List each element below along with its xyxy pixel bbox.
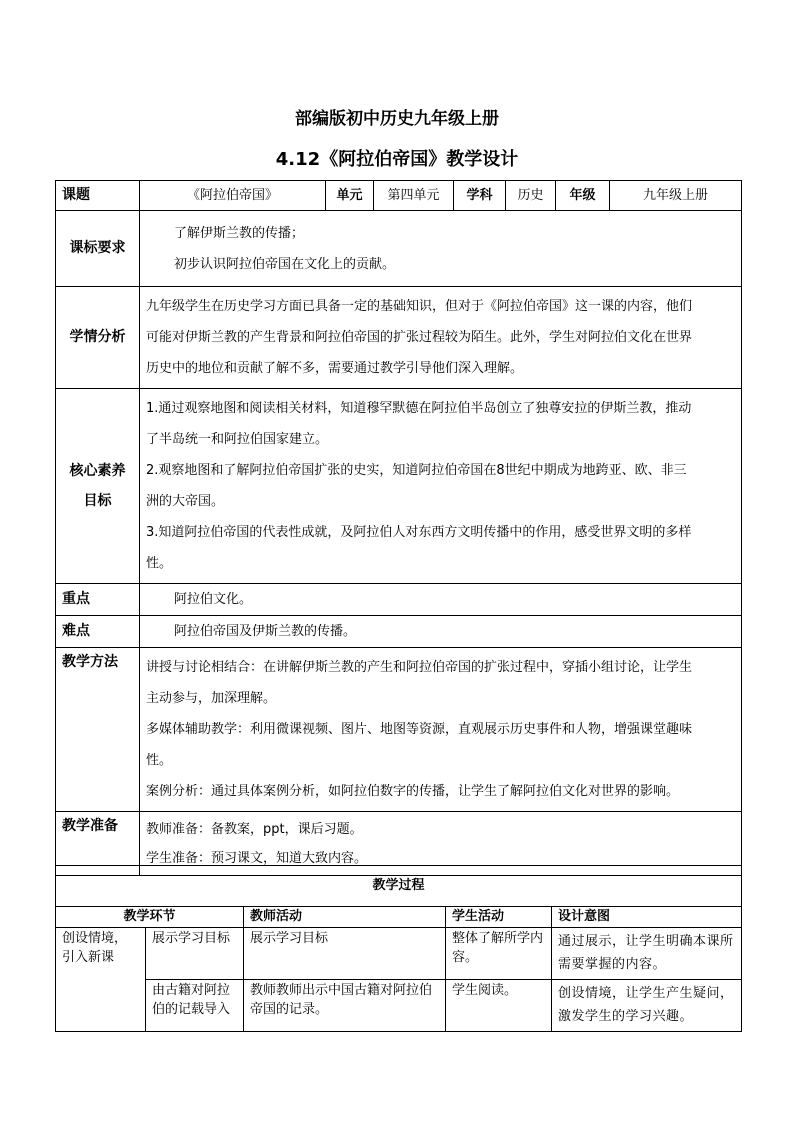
teacher-cell: 展示学习目标	[244, 928, 446, 980]
method-line: 讲授与讨论相结合：在讲解伊斯兰教的产生和阿拉伯帝国的扩张过程中，穿插小组讨论，让学生	[146, 660, 693, 675]
standard-label: 课标要求	[56, 211, 140, 287]
standard-line: 初步认识阿拉伯帝国在文化上的贡献。	[174, 256, 396, 272]
goals-line: 洲的大帝国。	[146, 494, 225, 509]
grade-value: 九年级上册	[610, 181, 742, 211]
analysis-row	[56, 287, 742, 389]
prep-line: 教师准备：备教案，ppt，课后习题。	[146, 821, 363, 837]
doc-subtitle: 4.12《阿拉伯帝国》教学设计	[275, 149, 519, 170]
teacher-cell: 教师教师出示中国古籍对阿拉伯帝国的记录。	[244, 979, 446, 1031]
intent-cell: 通过展示，让学生明确本课所需要掌握的内容。	[552, 928, 742, 980]
method-row	[56, 648, 742, 812]
lesson-info-table	[55, 180, 742, 876]
analysis-line: 九年级学生在历史学习方面已具备一定的基础知识，但对于《阿拉伯帝国》这一课的内容，他们	[146, 299, 693, 314]
goals-row	[56, 389, 742, 584]
unit-label: 单元	[326, 181, 374, 211]
process-header-student: 学生活动	[446, 907, 552, 928]
process-header-stage: 教学环节	[56, 907, 244, 928]
goals-label-line: 目标	[83, 493, 112, 509]
stage-cell: 创设情境，引入新课	[56, 928, 146, 1032]
method-line: 主动参与，加深理解。	[146, 691, 277, 706]
goals-line: 3.知道阿拉伯帝国的代表性成就，及阿拉伯人对东西方文明传播中的作用，感受世界文明的多样	[146, 525, 692, 540]
key-point-row	[56, 584, 742, 616]
goals-content	[140, 389, 742, 584]
key-point-label: 重点	[56, 584, 140, 616]
topic-value: 《阿拉伯帝国》	[140, 181, 326, 211]
process-header-teacher: 教师活动	[244, 907, 446, 928]
intent-cell: 创设情境，让学生产生疑问，激发学生的学习兴趣。	[552, 979, 742, 1031]
process-header-row	[56, 907, 742, 928]
method-line: 多媒体辅助教学：利用微课视频、图片、地图等资源，直观展示历史事件和人物，增强课堂趣味	[146, 722, 693, 737]
table-row	[56, 928, 742, 980]
teaching-process-table	[55, 865, 742, 1032]
prep-label: 教学准备	[56, 812, 140, 876]
method-content	[140, 648, 742, 812]
student-cell: 整体了解所学内容。	[446, 928, 552, 980]
method-line: 性。	[146, 753, 173, 768]
key-point-line: 阿拉伯文化。	[174, 591, 253, 607]
key-point-content	[140, 584, 742, 616]
standard-row	[56, 211, 742, 287]
goals-line: 了半岛统一和阿拉伯国家建立。	[146, 432, 329, 447]
table-row	[56, 979, 742, 1031]
process-title-row	[56, 866, 742, 907]
unit-value: 第四单元	[374, 181, 454, 211]
difficulty-content	[140, 616, 742, 648]
analysis-label: 学情分析	[56, 287, 140, 389]
goals-line: 性。	[146, 556, 173, 571]
difficulty-line: 阿拉伯帝国及伊斯兰教的传播。	[174, 623, 357, 639]
topic-label: 课题	[56, 181, 140, 211]
student-cell: 学生阅读。	[446, 979, 552, 1031]
grade-label: 年级	[556, 181, 610, 211]
analysis-line: 可能对伊斯兰教的产生背景和阿拉伯帝国的扩张过程较为陌生。此外，学生对阿拉伯文化在世界	[146, 330, 693, 345]
goals-label-line: 核心素养	[69, 463, 126, 479]
step-cell: 由古籍对阿拉伯的记载导入	[146, 979, 244, 1031]
goals-line: 2.观察地图和了解阿拉伯帝国扩张的史实，知道阿拉伯帝国在8世纪中期成为地跨亚、欧、非三	[146, 463, 687, 478]
difficulty-label: 难点	[56, 616, 140, 648]
step-cell: 展示学习目标	[146, 928, 244, 980]
method-label: 教学方法	[56, 648, 140, 812]
difficulty-row	[56, 616, 742, 648]
goals-line: 1.通过观察地图和阅读相关材料，知道穆罕默德在阿拉伯半岛创立了独尊安拉的伊斯兰教，推动	[146, 401, 692, 416]
subject-label: 学科	[454, 181, 506, 211]
standard-line: 了解伊斯兰教的传播；	[174, 225, 305, 241]
standard-content	[140, 211, 742, 287]
doc-title: 部编版初中历史九年级上册	[295, 109, 499, 129]
subject-value: 历史	[506, 181, 556, 211]
process-header-intent: 设计意图	[552, 907, 742, 928]
prep-line: 学生准备：预习课文，知道大致内容。	[146, 850, 368, 866]
method-line: 案例分析：通过具体案例分析，如阿拉伯数字的传播，让学生了解阿拉伯文化对世界的影响。	[146, 784, 680, 799]
goals-label	[56, 389, 140, 584]
analysis-line: 历史中的地位和贡献了解不多，需要通过教学引导他们深入理解。	[146, 361, 524, 376]
info-header-row	[56, 181, 742, 211]
process-title: 教学过程	[56, 866, 742, 907]
analysis-content	[140, 287, 742, 389]
